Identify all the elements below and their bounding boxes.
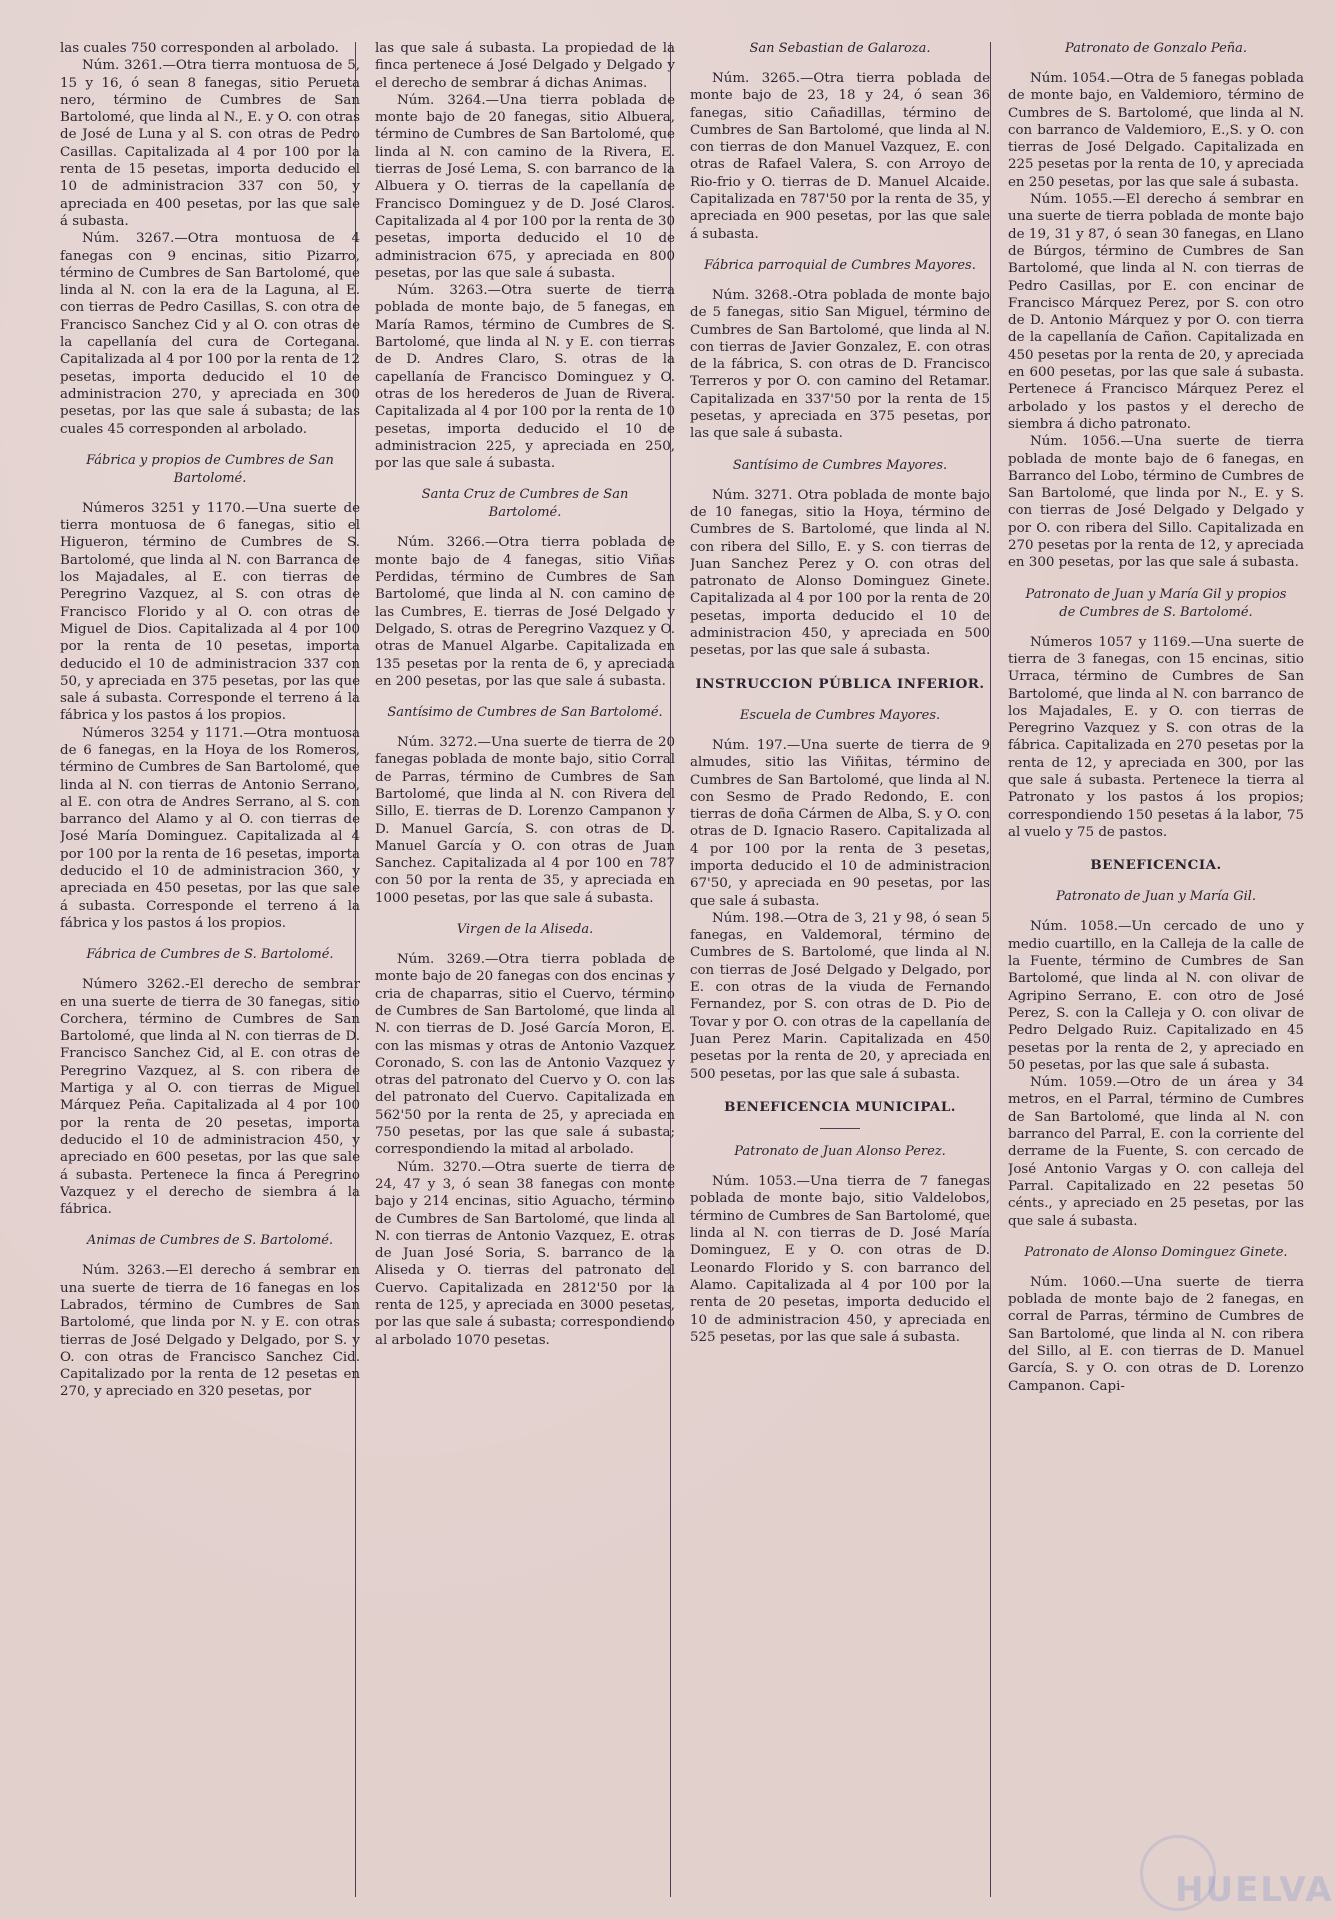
section-heading: Virgen de la Aliseda. — [456, 922, 594, 938]
section-heading: Escuela de Cumbres Mayores. — [739, 707, 941, 723]
paragraph: Núm. 3266.—Otra tierra poblada de monte bajo de 4 fanegas, sitio Viñas Perdidas, término de Cumbres de San Bartolomé, que linda al N. con camino de las Cumbres, E. tierras de José Delgado y Delgado, S. otras de Peregrino Vazquez y O. otras de Manuel Algarbe. Capitalizada en 135 pesetas por la renta de 6, y apreciada en 200 pesetas, por las que sale á subasta. — [375, 535, 675, 689]
paragraph: Números 3254 y 1171.—Otra montuosa de 6 fanegas, en la Hoya de los Romeros, término de Cumbres de San Bartolomé, que linda al N. con tierras de Antonio Serrano, al E. con otra de Andres Serrano, al S. con barranco del Alamo y al O. con tierras de José María Dominguez. Capitalizada al 4 por 100 por la renta de 16 pesetas, importa deducido el 10 de administracion 360, y apreciada en 450 pesetas, por las que sale á subasta. Corresponde el terreno á la fábrica y los pastos á los propios. — [60, 725, 360, 931]
section-heading: Patronato de Juan Alonso Perez. — [734, 1144, 946, 1160]
paragraph: Núm. 3263.—Otra suerte de tierra poblada de monte bajo, de 5 fanegas, en María Ramos, término de Cumbres de S. Bartolomé, que linda al N. y E. con tierras de D. Andres Claro, S. otras de la capellanía de Francisco Dominguez y O. otras de los herederos de Juan de Rivera. Capitalizada al 4 por 100 por la renta de 10 pesetas, importa deducido el 10 de administracion 225, y apreciada en 250, por las que sale á subasta. — [375, 283, 675, 472]
paragraph: Número 3262.-El derecho de sembrar en una suerte de tierra de 30 fanegas, sitio Corchera, término de Cumbres de San Bartolomé, que linda al N. con tierras de D. Francisco Sanchez Cid, al E. con otras de Peregrino Vazquez, al S. con ribera de Martiga y al O. con tierras de Miguel Márquez Peña. Capitalizada al 4 por 100 por la renta de 20 pesetas, importa deducido el 10 de administracion 450, y apreciado en 600 pesetas, por las que sale á subasta. Pertenece la finca á Peregrino Vazquez y el derecho de siembra á la fábrica. — [60, 977, 360, 1218]
paragraph: las que sale á subasta. La propiedad de la finca pertenece á José Delgado y Delgado y el derecho de sembrar á dichas Animas. — [375, 41, 675, 91]
paragraph: Núm. 1060.—Una suerte de tierra poblada de monte bajo de 2 fanegas, en corral de Parras, término de Cumbres de San Bartolomé, que linda al N. con ribera del Sillo, al E. con tierras de D. Manuel García, S. y O. con otras de D. Lorenzo Campanon. Capi- — [1008, 1274, 1304, 1394]
paragraph: Núm. 3269.—Otra tierra poblada de monte bajo de 20 fanegas con dos encinas y cria de chaparras, sitio el Cuervo, término de Cumbres de San Bartolomé, que linda al N. con tierras de D. José García Moron, E. con las mismas y otras de Antonio Vazquez Coronado, S. con las de Antonio Vazquez y otras del patronato del Cuervo y O. con las del patronato del Cuervo. Capitalizada en 562'50 por la renta de 25, y apreciada en 750 pesetas, por las que sale á subasta; correspondiendo la mitad al arbolado. — [375, 952, 675, 1158]
column-2 — [375, 40, 675, 1900]
paragraph: Núm. 3267.—Otra montuosa de 4 fanegas con 9 encinas, sitio Pizarro, término de Cumbres de San Bartolomé, que linda al N. con la era de la Laguna, al E. con tierras de Pedro Casillas, S. con otra de Francisco Sanchez Cid y al O. con otras de la capellanía del cura de Cortegana. Capitalizada al 4 por 100 por la renta de 12 pesetas, importa deducido el 10 de administracion 270, y apreciada en 300 pesetas, por las que sale á subasta; de las cuales 45 corresponden al arbolado. — [60, 231, 360, 437]
archive-watermark: HUELVA — [1175, 1870, 1334, 1910]
paragraph: Núm. 3271. Otra poblada de monte bajo de 10 fanegas, sitio la Hoya, término de Cumbres de S. Bartolomé, que linda al N. con ribera del Sillo, E. y S. con tierras de Juan Sanchez Perez y O. con otras del patronato de Alonso Dominguez Ginete. Capitalizada al 4 por 100 por la renta de 20 pesetas, importa deducido el 10 de administracion 450, y apreciada en 500 pesetas, por las que sale á subasta. — [690, 487, 990, 659]
paragraph: Números 1057 y 1169.—Una suerte de tierra de 3 fanegas, con 15 encinas, sitio Urraca, término de Cumbres de San Bartolomé, que linda al N. con barranco de los Majadales, E. y O. con tierras de Peregrino Vazquez y S. con otras de la fábrica. Capitalizada en 270 pesetas por la renta de 12, y apreciada en 300, por las que sale á subasta. Pertenece la tierra al Patronato y los pastos á los propios; correspondiendo 150 pesetas á la labor, 75 al vuelo y 75 de pastos. — [1008, 634, 1304, 840]
paragraph: Núm. 3265.—Otra tierra poblada de monte bajo de 23, 18 y 24, ó sean 36 fanegas, sitio Cañadillas, término de Cumbres de San Bartolomé, que linda al N. con tierras de don Manuel Vazquez, E. con otras de Rafael Valera, S. con Arroyo de Rio-frio y O. tierras de D. Manuel Alcaide. Capitalizada en 787'50 por la renta de 35, y apreciada en 900 pesetas, por las que sale á subasta. — [690, 71, 990, 242]
section-title: BENEFICENCIA. — [1090, 857, 1222, 874]
section-heading: Animas de Cumbres de S. Bartolomé. — [86, 1233, 334, 1249]
section-heading: Santísimo de Cumbres de San Bartolomé. — [387, 705, 663, 721]
paragraph: Números 3251 y 1170.—Una suerte de tierra montuosa de 6 fanegas, sitio el Higueron, término de Cumbres de S. Bartolomé, que linda al N. con Barranca de los Majadales, al E. con tierras de Peregrino Vazquez, al S. con otras de Francisco Florido y al O. con otras de Miguel de Dios. Capitalizada al 4 por 100 por la renta de 10 pesetas, importa deducido el 10 de administracion 337 con 50, y apreciada en 375 pesetas, por las que sale á subasta. Corresponde el terreno á la fábrica y los pastos á los propios. — [60, 500, 360, 724]
paragraph: Núm. 197.—Una suerte de tierra de 9 almudes, sitio las Viñitas, término de Cumbres de San Bartolomé, que linda al N. con Sesmo de Prado Redondo, E. con tierras de doña Cármen de Alba, S. y O. con otras de D. Ignacio Rasero. Capitalizada al 4 por 100 por la renta de 3 pesetas, importa deducido el 10 de administracion 67'50, y apreciada en 90 pesetas, por las que sale á subasta. — [690, 737, 990, 909]
section-title: BENEFICENCIA MUNICIPAL. — [724, 1098, 956, 1115]
paragraph: las cuales 750 corresponden al arbolado. — [60, 41, 339, 56]
paragraph: Núm. 3264.—Una tierra poblada de monte bajo de 20 fanegas, sitio Albuera, término de Cumbres de San Bartolomé, que linda al N. con camino de la Rivera, E. tierras de José Lema, S. con barranco de la Albuera y O. tierras de la capellanía de Francisco Dominguez y de D. José Claros. Capitalizada al 4 por 100 por la renta de 30 pesetas, importa deducido el 10 de administracion 675, y apreciada en 800 pesetas, por las que sale á subasta. — [375, 92, 675, 281]
paragraph: Núm. 1054.—Otra de 5 fanegas poblada de monte bajo, en Valdemioro, término de Cumbres de S. Bartolomé, que linda al N. con barranco de Valdemioro, E.,S. y O. con tierras de José Delgado. Capitalizada en 225 pesetas por la renta de 10, y apreciada en 250 pesetas, por las que sale á subasta. — [1008, 71, 1304, 190]
column-4 — [1008, 40, 1304, 1900]
section-title: INSTRUCCION PÚBLICA INFERIOR. — [695, 675, 985, 692]
paragraph: Núm. 3272.—Una suerte de tierra de 20 fanegas poblada de monte bajo, sitio Corral de Parras, término de Cumbres de San Bartolomé, que linda al N. con Rivera del Sillo, E. tierras de D. Lorenzo Campanon y D. Manuel García, S. con otras de D. Manuel García y O. con otras de Juan Sanchez. Capitalizada al 4 por 100 en 787 con 50 por la renta de 35, y apreciada en 1000 pesetas, por las que sale á subasta. — [375, 735, 675, 906]
paragraph: Núm. 3263.—El derecho á sembrar en una suerte de tierra de 16 fanegas en los Labrados, término de Cumbres de San Bartolomé, que linda por N. y E. con otras tierras de José Delgado y Delgado, por S. y O. con otras de Francisco Sanchez Cid. Capitalizado por la renta de 12 pesetas en 270, y apreciado en 320 pesetas, por — [60, 1263, 360, 1400]
section-heading: Fábrica y propios de Cumbres de San Bartolomé. — [86, 452, 334, 486]
column-3 — [690, 40, 990, 1900]
paragraph: Núm. 1056.—Una suerte de tierra poblada de monte bajo de 6 fanegas, en Barranco del Lobo, término de Cumbres de San Bartolomé, que linda por N., E. y S. con tierras de José Delgado y Delgado y por O. con ribera del Sillo. Capitalizada en 270 pesetas por la renta de 12, y apreciada en 300 pesetas, por las que sale á subasta. — [1008, 434, 1304, 571]
paragraph: Núm. 3261.—Otra tierra montuosa de 5, 15 y 16, ó sean 8 fanegas, sitio Perueta nero, término de Cumbres de San Bartolomé, que linda al N., E. y O. con otras de José de Luna y al S. con otras de Pedro Casillas. Capitalizada al 4 por 100 por la renta de 15 pesetas, importa deducido el 10 de administracion 337 con 50, y apreciada en 400 pesetas, por las que sale á subasta. — [60, 58, 360, 229]
paragraph: Núm. 1055.—El derecho á sembrar en una suerte de tierra poblada de monte bajo de 19, 31 y 87, ó sean 30 fanegas, en Llano de Búrgos, término de Cumbres de San Bartolomé, que linda al N. con tierras de Pedro Casillas, por E. con encinar de Francisco Márquez Perez, por S. con otro de D. Antonio Márquez y por O. con tierra de la capellanía de Cañon. Capitalizada en 450 pesetas por la renta de 20, y apreciada en 600 pesetas, por las que sale á subasta. Pertenece á Francisco Márquez Perez el arbolado y los pastos y el derecho de siembra á dicho patronato. — [1008, 192, 1304, 432]
short-divider — [820, 1128, 860, 1129]
section-heading: Fábrica parroquial de Cumbres Mayores. — [704, 257, 976, 273]
section-heading: Patronato de Juan y María Gil. — [1055, 889, 1257, 905]
paragraph: Núm. 3270.—Otra suerte de tierra de 24, 47 y 3, ó sean 38 fanegas con monte bajo y 214 encinas, sitio Aguacho, término de Cumbres de San Bartolomé, que linda al N. con tierras de Antonio Vazquez, E. otras de Juan José Soria, S. barranco de la Aliseda y O. tierras del patronato del Cuervo. Capitalizada en 2812'50 por la renta de 125, y apreciada en 3000 pesetas, por las que sale á subasta; correspondiendo al arbolado 1070 pesetas. — [375, 1159, 675, 1348]
paragraph: Núm. 1058.—Un cercado de uno y medio cuartillo, en la Calleja de la calle de la Fuente, término de Cumbres de San Bartolomé, que linda al N. con olivar de Agripino Serrano, E. con otro de José Perez, S. con la Calleja y O. con olivar de Pedro Delgado Ruiz. Capitalizado en 45 pesetas por la renta de 2, y apreciado en 50 pesetas, por las que sale á subasta. — [1008, 919, 1304, 1073]
column-rule-3 — [990, 42, 991, 1897]
section-heading: San Sebastian de Galaroza. — [749, 41, 931, 56]
section-heading: Patronato de Juan y María Gil y propios de Cumbres de S. Bartolomé. — [1025, 586, 1287, 620]
paragraph: Núm. 198.—Otra de 3, 21 y 98, ó sean 5 fanegas, en Valdemoral, término de Cumbres de S. Bartolomé, que linda al N. con tierras de José Delgado y Delgado, por E. con otras de la viuda de Fernando Fernandez, por S. con otras de D. Pio de Tovar y por O. con otras de la capellanía de Juan Perez Marin. Capitalizada en 450 pesetas por la renta de 20, y apreciada en 500 pesetas, por las que sale á subasta. — [690, 910, 990, 1082]
section-heading: Patronato de Gonzalo Peña. — [1064, 41, 1248, 56]
section-heading: Fábrica de Cumbres de S. Bartolomé. — [86, 947, 334, 963]
section-heading: Patronato de Alonso Dominguez Ginete. — [1024, 1244, 1288, 1260]
paragraph: Núm. 3268.-Otra poblada de monte bajo de 5 fanegas, sitio San Miguel, término de Cumbres de San Bartolomé, que linda al N. con tierras de Javier Gonzalez, E. con otras de la fábrica, S. con otras de D. Francisco Terreros y por O. con camino del Retamar. Capitalizada en 337'50 por la renta de 15 pesetas, y apreciada en 375 pesetas, por las que sale á subasta. — [690, 287, 990, 442]
paragraph: Núm. 1059.—Otro de un área y 34 metros, en el Parral, término de Cumbres de San Bartolomé, que linda al N. con barranco del Parral, E. con la corriente del derrame de la Fuente, S. con cercado de José Antonio Vargas y O. con calleja del Parral. Capitalizado en 22 pesetas 50 cénts., y apreciado en 25 pesetas, por las que sale á subasta. — [1008, 1075, 1304, 1229]
paragraph: Núm. 1053.—Una tierra de 7 fanegas poblada de monte bajo, sitio Valdelobos, término de Cumbres de San Bartolomé, que linda al N. con tierras de D. José María Dominguez, E y O. con otras de D. Leonardo Florido y S. con barranco del Alamo. Capitalizada al 4 por 100 por la renta de 20 pesetas, importa deducido el 10 de administracion 450, y apreciada en 525 pesetas, por las que sale á subasta. — [690, 1174, 990, 1345]
section-heading: Santísimo de Cumbres Mayores. — [732, 457, 948, 473]
column-1 — [60, 40, 360, 1900]
section-heading: Santa Cruz de Cumbres de San Bartolomé. — [421, 487, 629, 521]
